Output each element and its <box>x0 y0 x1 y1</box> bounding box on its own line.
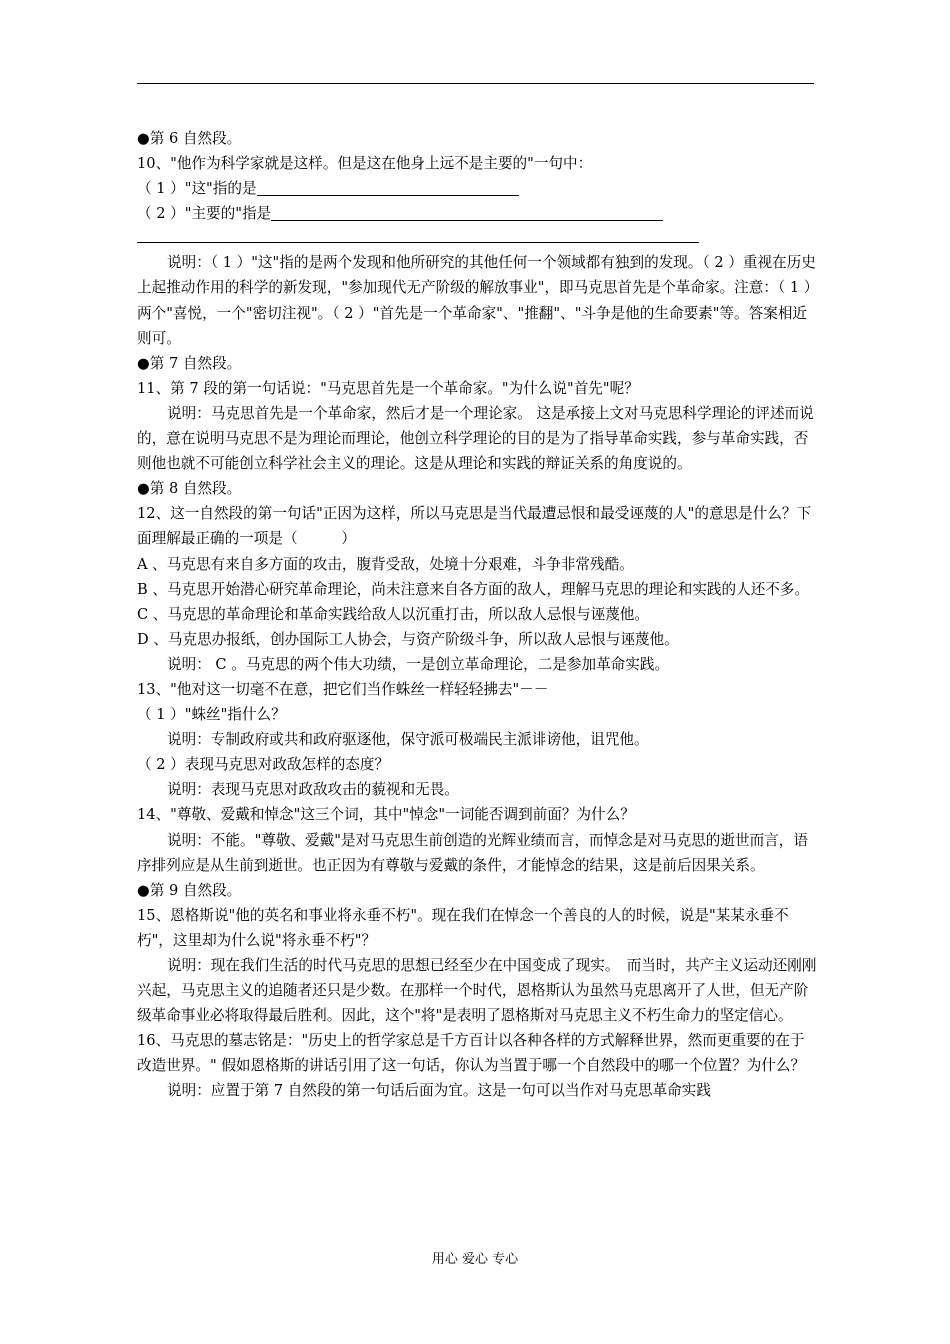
section-heading: ●第 9 自然段。 <box>137 881 242 899</box>
answer-blank-line <box>137 226 699 243</box>
explanation: 说明：马克思首先是一个革命家，然后才是一个理论家。 这是承接上文对马克思科学理论的评述而说的，意在说明马克思不是为理论而理论，他创立科学理论的目的是为了指导革命实践，参与革命实践，否则他也就不可能创立科学社会主义的理论。这是从理论和实践的辩证关系的角度说的。 <box>137 404 814 473</box>
sub-question: （ 2 ）"主要的"指是 <box>137 201 817 226</box>
explanation: 说明：表现马克思对政敌攻击的藐视和无畏。 <box>167 781 459 799</box>
explanation: 说明：不能。"尊敬、爱戴"是对马克思生前创造的光辉业绩而言，而悼念是对马克思的逝世而言，语序排列应是从生前到逝世。也正因为有尊敬与爱戴的条件，才能悼念的结果，这是前后因果关系。 <box>137 831 808 874</box>
explanation: 说明： C 。马克思的两个伟大功绩，一是创立革命理论，二是参加革命实践。 <box>167 655 670 673</box>
explanation: 说明：现在我们生活的时代马克思的思想已经至少在中国变成了现实。 而当时，共产主义运动还刚刚兴起，马克思主义的追随者还只是少数。在那样一个时代，恩格斯认为虽然马克思离开了人世，但无产阶级革命事业必将取得最后胜利。因此，这个"将"是表明了恩格斯对马克思主义不朽生命力的坚定信心。 <box>137 957 817 1025</box>
question: 12、这一自然段的第一句话"正因为这样，所以马克思是当代最遭忌恨和最受诬蔑的人"的意思是什么？下面理解最正确的一项是（ ） <box>137 505 812 548</box>
sub-question: （ 1 ）"这"指的是 <box>137 176 817 201</box>
sub-question: （ 2 ）表现马克思对政敌怎样的态度？ <box>137 756 390 774</box>
document-body <box>137 126 817 1104</box>
question: 16、马克思的墓志铭是："历史上的哲学家总是千方百计以各种各样的方式解释世界，然而更重要的在于改造世界。" 假如恩格斯的讲话引用了这一句话，你认为当置于哪一个自然段中的哪一个位置？为什么？ <box>137 1032 806 1075</box>
explanation: 说明：应置于第 7 自然段的第一句话后面为宜。这是一句可以当作对马克思革命实践 <box>167 1082 711 1100</box>
page-footer: 用心 爱心 专心 <box>431 1252 519 1267</box>
section-heading: ●第 7 自然段。 <box>137 354 242 372</box>
option-b: B 、马克思开始潜心研究革命理论，尚未注意来自各方面的敌人，理解马克思的理论和实践的人还不多。 <box>137 580 810 598</box>
answer-blank <box>257 179 519 196</box>
section-heading: ●第 6 自然段。 <box>137 130 242 147</box>
question: 11、第 7 段的第一句话说："马克思首先是一个革命家。"为什么说"首先"呢？ <box>137 379 639 397</box>
question: 13、"他对这一切毫不在意，把它们当作蛛丝一样轻轻拂去"－－ <box>137 680 549 698</box>
section-heading: ●第 8 自然段。 <box>137 480 242 498</box>
question: 15、恩格斯说"他的英名和事业将永垂不朽"。现在我们在悼念一个善良的人的时候，说是"某某永垂不朽"，这里却为什么说"将永垂不朽"？ <box>137 906 789 949</box>
question: 14、"尊敬、爱戴和悼念"这三个词，其中"悼念"一词能否调到前面？为什么？ <box>137 806 635 824</box>
option-a: A 、马克思有来自多方面的攻击，腹背受敌，处境十分艰难，斗争非常残酷。 <box>137 555 634 573</box>
answer-blank <box>271 204 663 221</box>
explanation: 说明：专制政府或共和政府驱逐他，保守派可极端民主派诽谤他，诅咒他。 <box>167 731 649 749</box>
option-c: C 、马克思的革命理论和革命实践给敌人以沉重打击，所以敌人忌恨与诬蔑他。 <box>137 605 649 623</box>
question: 10、"他作为科学家就是这样。但是这在他身上远不是主要的"一句中： <box>137 155 593 173</box>
option-d: D 、马克思办报纸，创办国际工人协会，与资产阶级斗争，所以敌人忌恨与诬蔑他。 <box>137 630 679 648</box>
sub-question: （ 1 ）"蛛丝"指什么？ <box>137 706 286 724</box>
explanation: 说明：（ 1 ）"这"指的是两个发现和他所研究的其他任何一个领域都有独到的发现。（ 2 ）重视在历史上起推动作用的科学的新发现，"参加现代无产阶级的解放事业"，即马克思首先是个革命家。注意：（ 1 ）两个"喜悦，一个"密切注视"。（ 2 ）"首先是一个革命家"、"推翻"、"斗争是他的生命要素"等。答案相近则可。 <box>137 254 816 347</box>
header-rule <box>137 83 814 84</box>
